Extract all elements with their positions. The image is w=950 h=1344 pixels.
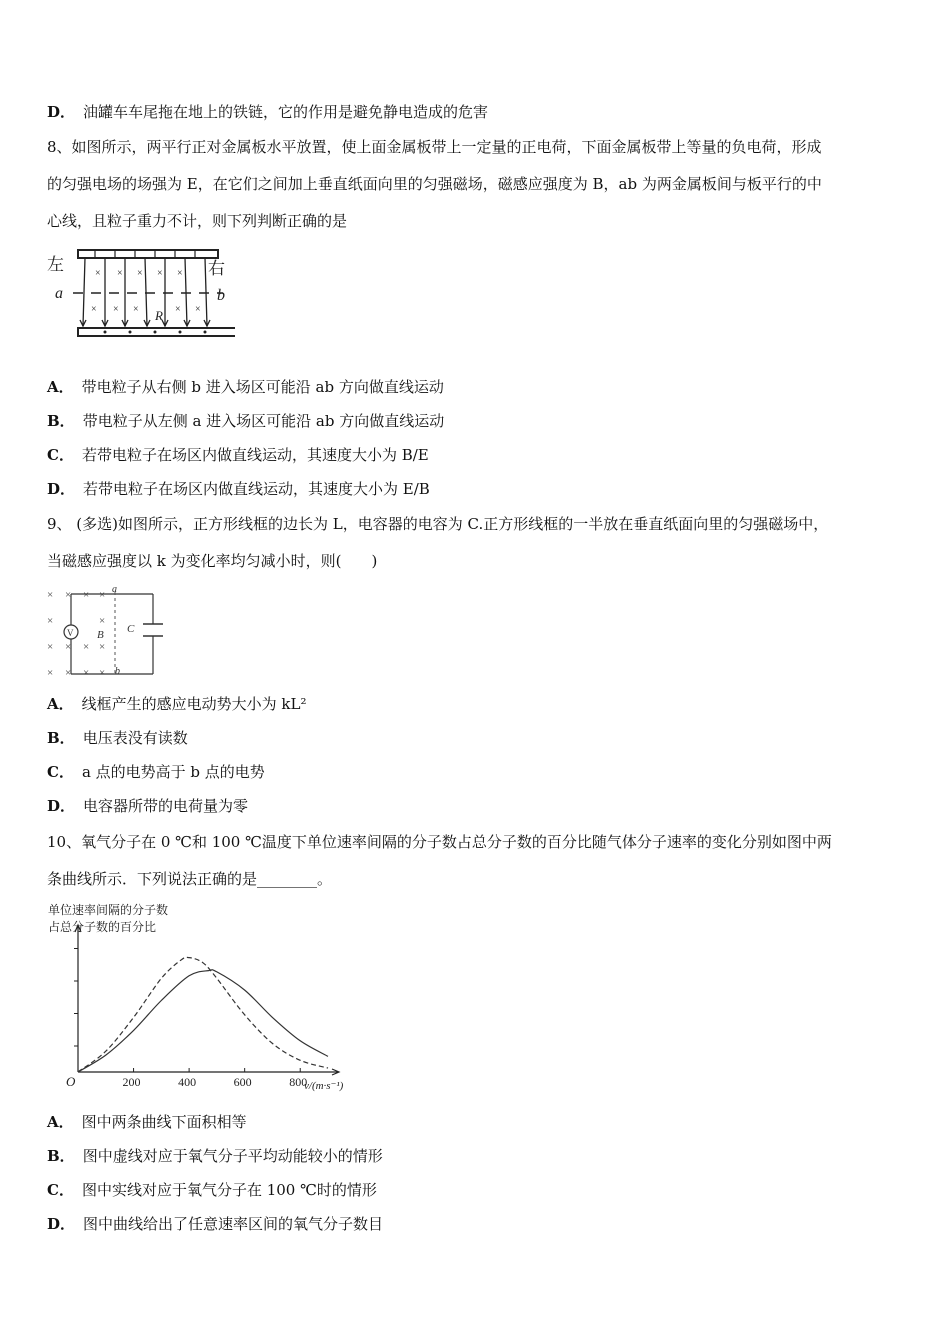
svg-text:×: × [65, 667, 72, 679]
svg-text:×: × [137, 268, 143, 279]
label-left: 左 [47, 255, 64, 274]
chart-ylabel-line2: 占总分子数的百分比 [48, 920, 157, 934]
q9-option-b: B． 电压表没有读数 [47, 729, 188, 747]
q8-plates-figure [45, 246, 235, 346]
chart-origin-label: O [66, 1074, 76, 1089]
svg-text:×: × [117, 268, 123, 279]
svg-text:×: × [47, 641, 54, 653]
point-b-label: b [115, 666, 120, 677]
svg-text:×: × [99, 641, 106, 653]
svg-text:×: × [83, 667, 90, 679]
svg-text:×: × [95, 268, 101, 279]
series-line-dashed [78, 957, 328, 1072]
top-plate [78, 250, 218, 258]
q8-option-a: A． 带电粒子从右侧 b 进入场区可能沿 ab 方向做直线运动 [47, 378, 444, 396]
svg-text:×: × [99, 589, 106, 601]
svg-text:×: × [47, 667, 54, 679]
x-tick-label: 400 [178, 1075, 197, 1089]
q9-stem-line1: 9、 (多选)如图所示，正方形线框的边长为 L，电容器的电容为 C.正方形线框的一半放在垂直纸面向里的匀强磁场中， [47, 515, 829, 533]
q9-option-d: D． 电容器所带的电荷量为零 [47, 797, 249, 815]
label-b: b [217, 287, 225, 304]
label-a: a [55, 285, 63, 302]
q10-option-c: C． 图中实线对应于氧气分子在 100 ℃时的情形 [47, 1181, 377, 1199]
label-right: 右 [208, 259, 225, 278]
q8-option-c: C． 若带电粒子在场区内做直线运动，其速度大小为 B/E [47, 446, 429, 464]
q9-coil-figure [45, 584, 165, 682]
svg-text:×: × [99, 667, 106, 679]
q10-stem-line2: 条曲线所示．下列说法正确的是________。 [47, 870, 333, 888]
svg-text:×: × [47, 589, 54, 601]
chart-ylabel-line1: 单位速率间隔的分子数 [48, 903, 169, 917]
svg-text:×: × [65, 589, 72, 601]
q8-stem-line3: 心线，且粒子重力不计，则下列判断正确的是 [47, 212, 348, 230]
q9-option-a: A． 线框产生的感应电动势大小为 kL² [47, 695, 307, 713]
svg-text:×: × [177, 268, 183, 279]
chart-axes [74, 925, 339, 1075]
b-field-label: B [97, 629, 104, 641]
series-line-solid [78, 970, 328, 1072]
q10-option-d: D． 图中曲线给出了任意速率区间的氧气分子数目 [47, 1215, 384, 1233]
svg-text:×: × [195, 304, 201, 315]
svg-text:×: × [83, 641, 90, 653]
svg-text:×: × [175, 304, 181, 315]
x-tick-label: 600 [233, 1075, 252, 1089]
q8-stem-line1: 8、如图所示，两平行正对金属板水平放置，使上面金属板带上一定量的正电荷，下面金属板带上等量的负电荷，形成 [47, 138, 822, 156]
chart-series [78, 957, 328, 1072]
q9-stem-line2: 当磁感应强度以 k 为变化率均匀减小时，则( ) [47, 552, 378, 570]
svg-text:×: × [65, 641, 72, 653]
svg-text:×: × [157, 268, 163, 279]
label-r: R [155, 308, 163, 323]
svg-text:×: × [83, 589, 90, 601]
point-a-label: a [112, 584, 117, 595]
svg-text:×: × [113, 304, 119, 315]
x-tick-label: 200 [122, 1075, 141, 1089]
capacitor-label: C [127, 623, 135, 635]
q9-option-c: C． a 点的电势高于 b 点的电势 [47, 763, 265, 781]
chart-ticks [123, 1068, 308, 1089]
q10-stem-line1: 10、氧气分子在 0 ℃和 100 ℃温度下单位速率间隔的分子数占总分子数的百分比随气体分子速率的变化分别如图中两 [47, 833, 832, 851]
q8-option-b: B． 带电粒子从左侧 a 进入场区可能沿 ab 方向做直线运动 [47, 412, 445, 430]
q10-speed-distribution-chart [44, 900, 364, 1096]
svg-text:V: V [67, 628, 74, 638]
x-tick-label: 800 [289, 1075, 308, 1089]
q10-option-a: A． 图中两条曲线下面积相等 [47, 1113, 247, 1131]
svg-text:×: × [133, 304, 139, 315]
q7-option-d: D． 油罐车车尾拖在地上的铁链，它的作用是避免静电造成的危害 [47, 103, 489, 121]
q10-option-b: B． 图中虚线对应于氧气分子平均动能较小的情形 [47, 1147, 383, 1165]
q8-stem-line2: 的匀强电场的场强为 E，在它们之间加上垂直纸面向里的匀强磁场，磁感应强度为 B，ab 为两金属板间与板平行的中 [47, 175, 822, 193]
svg-text:×: × [99, 615, 106, 627]
svg-text:×: × [91, 304, 97, 315]
chart-xlabel: v/(m·s⁻¹) [304, 1080, 344, 1092]
q8-option-d: D． 若带电粒子在场区内做直线运动，其速度大小为 E/B [47, 480, 430, 498]
svg-text:×: × [47, 615, 54, 627]
